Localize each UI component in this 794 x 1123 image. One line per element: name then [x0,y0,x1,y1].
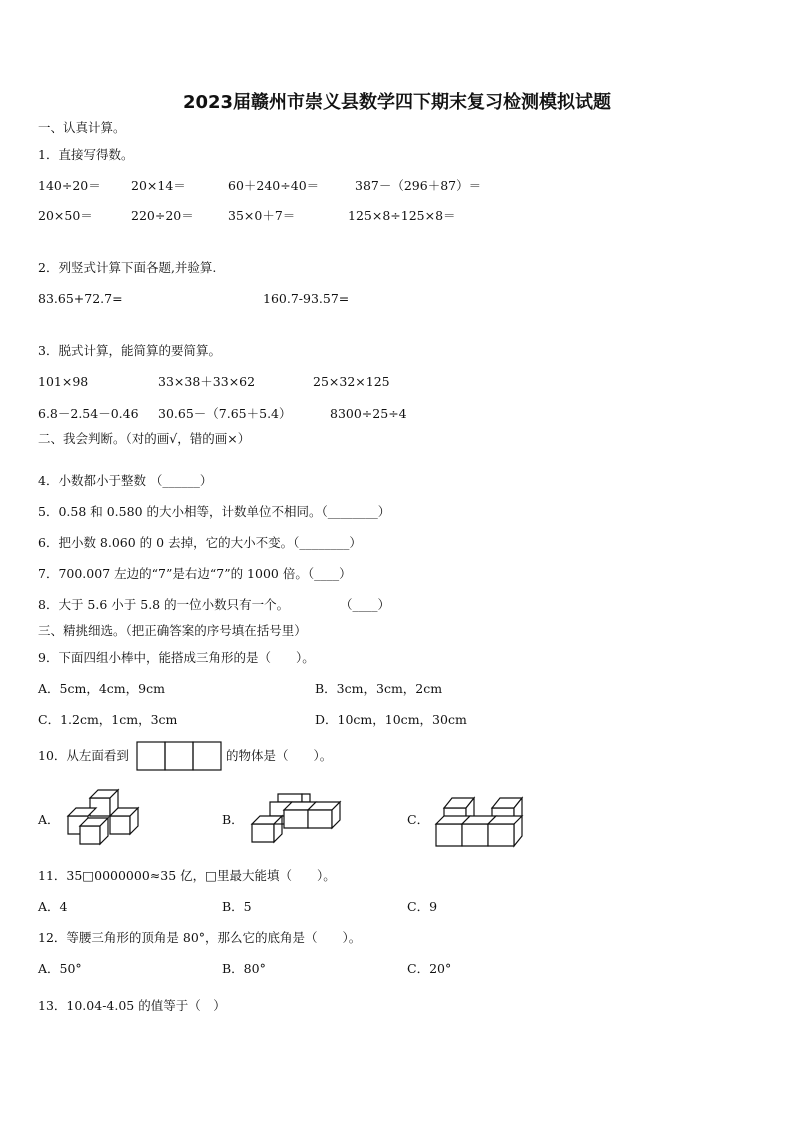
q12-option-b: B．80° [222,961,266,976]
q4: 4．小数都小于整数 （______） [38,473,213,488]
q2-stem: 2．列竖式计算下面各题,并验算. [38,260,217,275]
q9-option-b: B．3cm，3cm，2cm [315,681,443,696]
q10-option-c-label: C． [407,812,430,827]
q1-item-2: 20×14＝ [131,178,186,193]
q11-option-b: B．5 [222,899,252,914]
q10-left-view-figure [136,741,224,771]
q3-item-5: 30.65－（7.65＋5.4） [158,406,292,421]
q9-option-c: C．1.2cm，1cm，3cm [38,712,178,727]
section-3-heading: 三、精挑细选。（把正确答案的序号填在括号里） [38,623,307,638]
q6: 6．把小数 8.060 的 0 去掉，它的大小不变。（________） [38,535,362,550]
section-1-heading: 一、认真计算。 [38,120,126,135]
q1-item-7: 35×0＋7＝ [228,208,296,223]
q2-item-1: 83.65+72.7= [38,291,123,306]
q11-option-c: C．9 [407,899,438,914]
q12-option-c: C．20° [407,961,452,976]
q7: 7．700.007 左边的“7”是右边“7”的 1000 倍。（____） [38,566,352,581]
q9-option-a: A．5cm，4cm，9cm [38,681,165,696]
q1-item-5: 20×50＝ [38,208,93,223]
q3-item-1: 101×98 [38,374,89,389]
q10-option-b-figure [248,790,348,846]
q1-item-3: 60＋240÷40＝ [228,178,320,193]
q12-stem: 12．等腰三角形的顶角是 80°，那么它的底角是（ ）。 [38,930,362,945]
q3-item-2: 33×38＋33×62 [158,374,256,389]
q5: 5．0.58 和 0.580 的大小相等，计数单位不相同。（________） [38,504,391,519]
q3-stem: 3．脱式计算，能简算的要简算。 [38,343,221,358]
q9-stem: 9．下面四组小棒中，能搭成三角形的是（ ）。 [38,650,315,665]
q1-item-1: 140÷20＝ [38,178,101,193]
page-title: 2023届赣州市崇义县数学四下期末复习检测模拟试题 [182,92,612,113]
q11-stem: 11．35□0000000≈35 亿，□里最大能填（ ）。 [38,868,336,883]
q1-stem: 1．直接写得数。 [38,147,134,162]
q8-blank: （____） [340,597,391,612]
q3-item-6: 8300÷25÷4 [330,406,407,421]
q1-item-4: 387－（296＋87）＝ [355,178,482,193]
q13-stem: 13．10.04-4.05 的值等于（ ） [38,998,226,1013]
q10-stem-end: 的物体是（ ）。 [226,748,333,763]
q10-stem-start: 10．从左面看到 [38,748,129,763]
q1-item-6: 220÷20＝ [131,208,194,223]
q3-item-4: 6.8－2.54－0.46 [38,406,139,421]
q1-item-8: 125×8÷125×8＝ [348,208,456,223]
q8: 8．大于 5.6 小于 5.8 的一位小数只有一个。 [38,597,290,612]
q10-option-c-figure [434,796,528,850]
q12-option-a: A．50° [38,961,82,976]
q2-item-2: 160.7-93.57= [263,291,350,306]
q3-item-3: 25×32×125 [313,374,390,389]
q11-option-a: A．4 [38,899,68,914]
section-2-heading: 二、我会判断。（对的画√，错的画×） [38,431,251,446]
q10-option-b-label: B． [222,812,244,827]
q10-option-a-figure [64,786,146,848]
q9-option-d: D．10cm，10cm，30cm [315,712,467,727]
q10-option-a-label: A． [38,812,60,827]
